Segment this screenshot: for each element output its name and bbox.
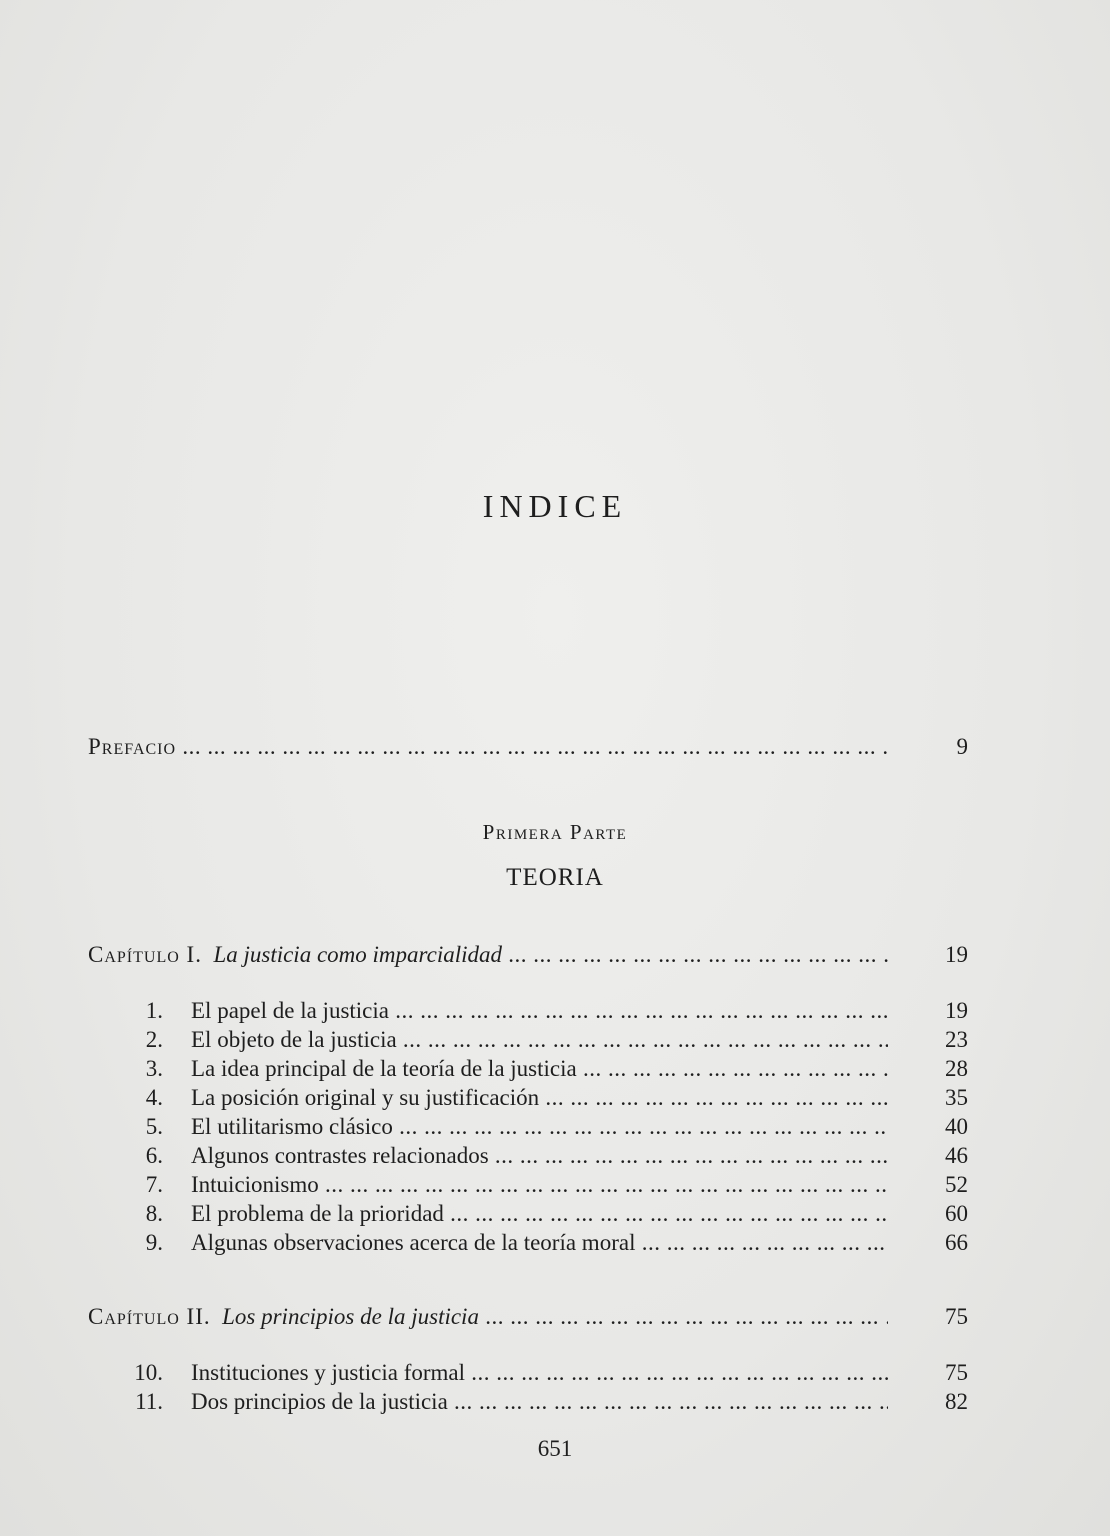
toc-section[interactable] <box>88 1387 968 1417</box>
section-title: Instituciones y justicia formal ... . <box>191 1358 888 1388</box>
section-title: Algunos contrastes relacionados ... . <box>191 1141 888 1171</box>
toc-section[interactable] <box>88 1170 968 1200</box>
chapter-1-page: 19 <box>945 942 968 967</box>
section-page: 35 <box>945 1085 968 1110</box>
section-number: 8. <box>145 1201 163 1226</box>
section-number: 10. <box>134 1360 163 1385</box>
toc-section[interactable] <box>88 1199 968 1229</box>
section-page: 40 <box>945 1114 968 1139</box>
toc-section[interactable] <box>88 1025 968 1055</box>
section-page: 23 <box>945 1027 968 1052</box>
toc-entry-prefacio[interactable] <box>88 732 968 762</box>
section-number: 9. <box>145 1230 163 1255</box>
section-number: 4. <box>145 1085 163 1110</box>
section-page: 66 <box>945 1230 968 1255</box>
part-label: Primera Parte <box>482 820 628 844</box>
prefacio-page: 9 <box>956 734 968 759</box>
index-heading: INDICE <box>482 488 628 524</box>
toc-section[interactable] <box>88 1358 968 1388</box>
toc-section[interactable] <box>88 1054 968 1084</box>
section-number: 2. <box>145 1027 163 1052</box>
section-page: 60 <box>945 1201 968 1226</box>
section-title: El problema de la prioridad ... . <box>191 1199 888 1229</box>
section-page: 75 <box>945 1360 968 1385</box>
section-page: 28 <box>945 1056 968 1081</box>
section-title: El utilitarismo clásico ... . <box>191 1112 888 1142</box>
section-title: La idea principal de la teoría de la justicia ... . <box>191 1054 888 1084</box>
toc-entry-chapter-1[interactable] <box>88 940 968 970</box>
toc-section[interactable] <box>88 1141 968 1171</box>
toc-section[interactable] <box>88 996 968 1026</box>
section-number: 1. <box>145 998 163 1023</box>
page-number: 651 <box>537 1436 573 1461</box>
chapter-2-prefix: Capítulo II. <box>88 1304 211 1329</box>
section-number: 7. <box>145 1172 163 1197</box>
chapter-2-title: Los principios de la justicia <box>222 1304 479 1329</box>
section-page: 82 <box>945 1389 968 1414</box>
section-title: Dos principios de la justicia ... . <box>191 1387 888 1417</box>
toc-section[interactable] <box>88 1112 968 1142</box>
section-number: 5. <box>145 1114 163 1139</box>
toc-section[interactable] <box>88 1228 968 1258</box>
section-title: Algunas observaciones acerca de la teoría moral ... . <box>191 1228 888 1258</box>
section-title: El objeto de la justicia ... . <box>191 1025 888 1055</box>
chapter-2-page: 75 <box>945 1304 968 1329</box>
section-number: 6. <box>145 1143 163 1168</box>
chapter-2-heading <box>88 1302 888 1332</box>
section-page: 46 <box>945 1143 968 1168</box>
prefacio-label: Prefacio ... . <box>88 732 888 762</box>
section-page: 19 <box>945 998 968 1023</box>
chapter-1-prefix: Capítulo I. <box>88 942 202 967</box>
section-number: 3. <box>145 1056 163 1081</box>
part-title: TEORIA <box>506 864 604 891</box>
chapter-1-heading <box>88 940 888 970</box>
toc-entry-chapter-2[interactable] <box>88 1302 968 1332</box>
section-number: 11. <box>135 1389 163 1414</box>
chapter-1-title: La justicia como imparcialidad <box>213 942 502 967</box>
toc-section[interactable] <box>88 1083 968 1113</box>
section-title: Intuicionismo ... . <box>191 1170 888 1200</box>
section-title: El papel de la justicia ... . <box>191 996 888 1026</box>
section-page: 52 <box>945 1172 968 1197</box>
section-title: La posición original y su justificación ... . <box>191 1083 888 1113</box>
